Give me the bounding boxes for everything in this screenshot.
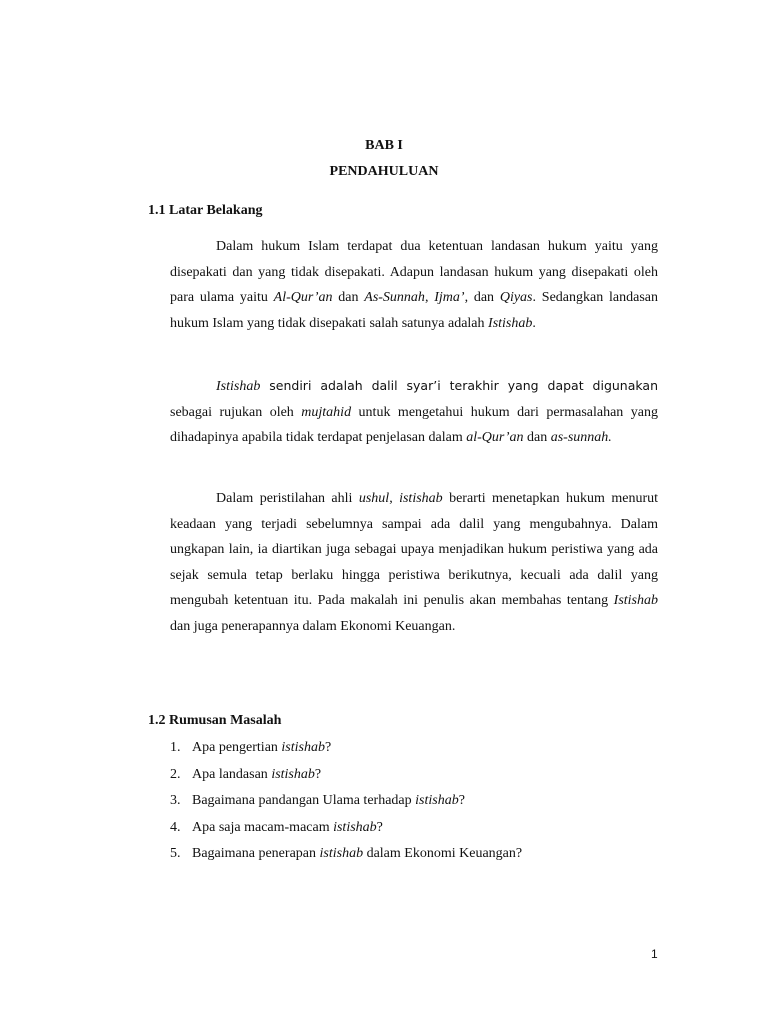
text-run: berarti menetapkan hukum menurut keadaan yang terjadi sebelumnya sampai ada dalil yang mengubahnya. Dalam ungkapan lain, ia diartikan juga sebagai upaya menjadikan hukum peristiwa yang ada sejak semula tetap berlaku hingga peristiwa berikutnya, kecuali ada dalil yang mengubah ketentuan itu. Pada makalah ini penulis akan membahas tentang [170, 491, 658, 608]
page-number: 1 [651, 947, 658, 961]
text-run: dan [523, 430, 551, 445]
text-run: Bagaimana penerapan [192, 846, 320, 861]
text-run: ? [314, 766, 322, 782]
text-run: sebagai rujukan oleh [170, 404, 302, 420]
list-item [170, 791, 522, 818]
list-item-number: 4. [170, 819, 181, 835]
italic-term: Istishab [613, 593, 658, 608]
chapter-title: PENDAHULUAN [329, 164, 439, 179]
italic-term: ushul [358, 491, 390, 506]
italic-term: istishab [333, 819, 377, 835]
list-item-number: 2. [170, 766, 181, 782]
text-run: ? [376, 819, 383, 835]
list-item-number: 5. [170, 846, 181, 861]
list-item [170, 738, 522, 765]
italic-term: istishab [319, 846, 364, 861]
text-run: , [424, 290, 435, 305]
italic-term: istishab [281, 740, 325, 755]
text-run: Apa landasan [192, 766, 272, 782]
text-run: . Sedangkan landasan hukum Islam yang tidak disepakati salah satunya adalah [170, 290, 658, 331]
italic-term: mujtahid [301, 404, 352, 420]
paragraph-2 [170, 373, 658, 451]
italic-term: istishab [415, 793, 459, 808]
italic-term: al-Qur’an [466, 430, 524, 445]
italic-term: as-sunnah. [550, 430, 612, 445]
text-run: dalam Ekonomi Keuangan? [363, 846, 523, 861]
italic-term: Istishab [216, 379, 261, 394]
text-run: dan [332, 290, 365, 305]
text-run: Dalam hukum Islam terdapat dua ketentuan landasan hukum yaitu yang disepakati dan yang tidak disepakati. Adapun landasan hukum yang disepakati oleh para ulama yaitu [170, 239, 658, 305]
italic-term: Qiyas [499, 290, 533, 305]
italic-term: Al-Qur’an [273, 290, 333, 305]
text-run: , [389, 491, 400, 506]
section-heading-latar-belakang: 1.1 Latar Belakang [148, 203, 263, 218]
text-run: ? [325, 740, 332, 755]
list-item-number: 3. [170, 793, 181, 808]
italic-term: Ijma’ [434, 290, 465, 305]
text-run: Apa saja macam-macam [192, 819, 334, 835]
paragraph-1 [170, 234, 658, 336]
italic-term: istishab [271, 766, 315, 782]
text-run: dan juga penerapannya dalam Ekonomi Keuangan. [170, 618, 456, 634]
text-run: ? [458, 793, 465, 808]
chapter-label: BAB I [365, 138, 403, 153]
italic-term: istishab [399, 491, 443, 506]
text-run: Dalam peristilahan ahli [216, 491, 359, 506]
section-heading-rumusan-masalah: 1.2 Rumusan Masalah [148, 713, 282, 728]
text-run: . [532, 315, 536, 331]
text-run: Apa pengertian [192, 740, 282, 755]
italic-term: As-Sunnah [364, 290, 425, 305]
list-item [170, 765, 522, 792]
paragraph-3 [170, 486, 658, 639]
italic-term: Istishab [488, 315, 533, 331]
text-run: , dan [464, 290, 500, 305]
text-run: sendiri adalah dalil syar’i terakhir yang dapat digunakan [260, 378, 658, 393]
problem-list [170, 738, 522, 871]
text-run: Bagaimana pandangan Ulama terhadap [192, 793, 416, 808]
text-run: untuk mengetahui hukum dari permasalahan yang dihadapinya apabila tidak terdapat penjelasan dalam [170, 404, 658, 445]
list-item-number: 1. [170, 740, 181, 755]
list-item [170, 844, 522, 871]
list-item [170, 818, 522, 845]
